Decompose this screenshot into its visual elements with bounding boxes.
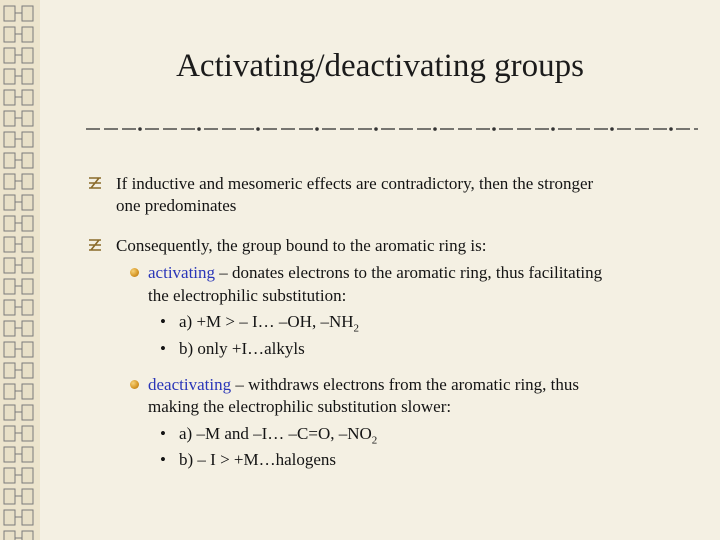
bullet-dot: • — [160, 339, 166, 358]
z-arrow-icon — [88, 238, 102, 252]
sub-2-line-2: making the electrophilic substitution slower: — [148, 397, 452, 416]
sub-1-item-b: b) only +I…alkyls — [179, 339, 305, 358]
term-deactivating: deactivating — [148, 375, 232, 394]
bullet-2-line-1: Consequently, the group bound to the aromatic ring is: — [116, 236, 487, 255]
bullet-dot: • — [160, 450, 166, 469]
bullet-1-line-2: one predominates — [116, 196, 237, 215]
bullet-dot: • — [160, 424, 166, 443]
bullet-1-line-1: If inductive and mesomeric effects are contradictory, then the stronger — [116, 174, 594, 193]
sub-2-item-b: b) – I > +M…halogens — [179, 450, 337, 469]
sub-2-rest: – withdraws electrons from the aromatic ring, thus — [231, 375, 580, 394]
sub-2-item-a: a) –M and –I… –C=O, $-NO_2$ — [179, 424, 378, 447]
z-arrow-icon — [88, 176, 102, 190]
term-activating: activating — [148, 263, 216, 282]
sub-1-line-2: the electrophilic substitution: — [148, 286, 347, 305]
sub-1-line-1 — [148, 263, 602, 283]
sub-1-item-a: a) +M > – I… –OH, $-NH_2$ — [179, 312, 360, 335]
bullet-dot: • — [160, 312, 166, 331]
slide-title: Activating/deactivating groups — [176, 48, 584, 84]
sub-1-rest: – donates electrons to the aromatic ring, thus facilitating — [215, 263, 603, 282]
sub-2-line-1 — [148, 375, 579, 395]
orange-dot-icon — [130, 268, 139, 277]
orange-dot-icon — [130, 380, 139, 389]
